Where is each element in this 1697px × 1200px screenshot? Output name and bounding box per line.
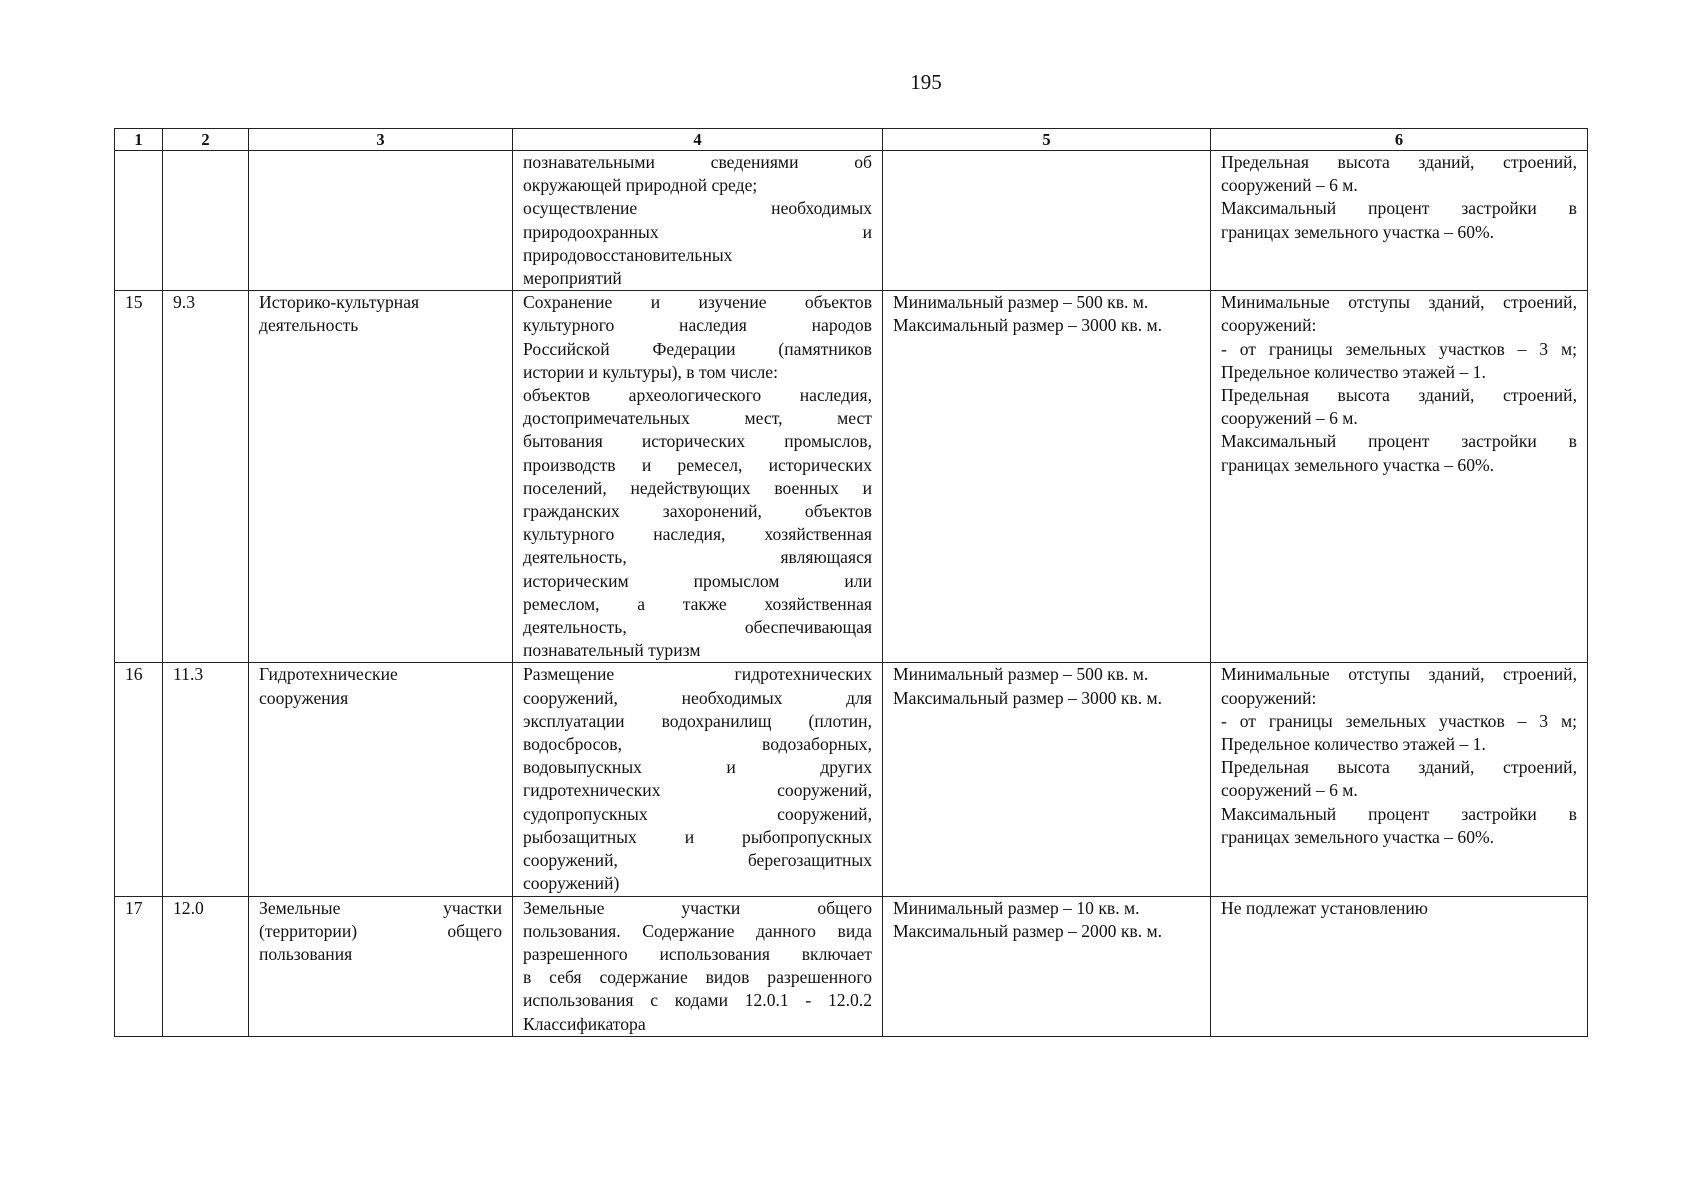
cell-description-line: в себя содержание видов разрешенного [523,967,872,988]
cell-description-line: Земельные участки общего [523,897,872,918]
cell-use-name-line: Историко-культурная [259,292,420,313]
cell-parameters-line: Минимальные отступы зданий, строений, [1221,292,1577,313]
cell-description-line: познавательными сведениями об [523,152,872,172]
table-row [115,896,1588,1036]
header-col-2: 2 [163,129,249,151]
cell-use-name-line: (территории) общего [259,920,502,941]
cell-code: 9.3 [163,291,249,663]
cell-description-line: использования с кодами 12.0.1 - 12.0.2 [523,990,872,1011]
cell-description-line: осуществление необходимых [523,198,872,219]
cell-code [163,151,249,291]
table-row [115,663,1588,896]
cell-number [115,151,163,291]
cell-description-line: гражданских захоронений, объектов [523,501,872,522]
cell-plot-size-line: Максимальный размер – 3000 кв. м. [893,315,1163,336]
cell-plot-size [883,896,1211,1036]
cell-description-line: объектов археологического наследия, [523,385,872,406]
cell-description [513,151,883,291]
cell-plot-size [883,663,1211,896]
cell-description-line: окружающей природной среде; [523,175,758,196]
cell-description-line: познавательный туризм [523,640,701,661]
cell-code: 11.3 [163,663,249,896]
table-body [115,151,1588,1037]
cell-description [513,291,883,663]
cell-use-name-line: Гидротехнические [259,664,398,685]
cell-description-line: культурного наследия, хозяйственная [523,524,872,545]
cell-description-line: природоохранных и [523,221,872,242]
header-col-5: 5 [883,129,1211,151]
cell-use-name [249,663,513,896]
cell-parameters-line: границах земельного участка – 60%. [1221,454,1495,475]
cell-description-line: историческим промыслом или [523,570,872,591]
cell-parameters-line: Максимальный процент застройки в [1221,803,1577,824]
cell-use-name-line: деятельность [259,315,359,336]
cell-parameters-line: Минимальные отступы зданий, строений, [1221,664,1577,685]
table-row [115,151,1588,291]
cell-description-line: сооружений, необходимых для [523,687,872,708]
cell-description-line: бытования исторических промыслов, [523,431,872,452]
cell-description-line: гидротехнических сооружений, [523,780,872,801]
cell-parameters [1211,663,1588,896]
cell-description [513,663,883,896]
header-col-6: 6 [1211,129,1588,151]
cell-number: 16 [115,663,163,896]
cell-parameters [1211,291,1588,663]
cell-plot-size-line: Минимальный размер – 10 кв. м. [893,897,1140,918]
cell-parameters-line: Максимальный процент застройки в [1221,431,1577,452]
cell-use-name-line: Земельные участки [259,897,502,918]
page-number: 195 [910,70,942,94]
cell-number: 17 [115,896,163,1036]
header-col-1: 1 [115,129,163,151]
cell-parameters-line: - от границы земельных участков – 3 м; [1221,710,1577,731]
cell-description-line: сооружений, берегозащитных [523,850,872,871]
cell-description-line: Классификатора [523,1013,646,1034]
cell-description-line: истории и культуры), в том числе: [523,361,779,382]
cell-description-line: деятельность, являющаяся [523,547,872,568]
cell-plot-size [883,291,1211,663]
cell-description-line: культурного наследия народов [523,315,872,336]
cell-description-line: деятельность, обеспечивающая [523,617,872,638]
cell-description-line: эксплуатации водохранилищ (плотин, [523,710,872,731]
cell-description-line: производств и ремесел, исторических [523,454,872,475]
cell-description-line: мероприятий [523,268,622,289]
cell-description-line: водовыпускных и других [523,757,872,778]
cell-parameters-line: сооружений: [1221,315,1317,336]
cell-description-line: Сохранение и изучение объектов [523,292,872,313]
cell-parameters-line: Максимальный процент застройки в [1221,198,1577,219]
cell-plot-size-line: Максимальный размер – 2000 кв. м. [893,920,1163,941]
cell-description-line: рыбозащитных и рыбопропускных [523,826,872,847]
cell-plot-size-line: Минимальный размер – 500 кв. м. [893,664,1149,685]
cell-plot-size-line: Максимальный размер – 3000 кв. м. [893,687,1163,708]
cell-parameters-line: Предельное количество этажей – 1. [1221,734,1486,755]
cell-description-line: ремеслом, а также хозяйственная [523,593,872,614]
cell-parameters [1211,896,1588,1036]
cell-use-name-line: пользования [259,943,353,964]
header-col-4: 4 [513,129,883,151]
header-col-3: 3 [249,129,513,151]
cell-parameters-line: сооружений: [1221,687,1317,708]
cell-description-line: Размещение гидротехнических [523,664,872,685]
cell-description [513,896,883,1036]
cell-description-line: природовосстановительных [523,244,733,265]
cell-parameters-line: Предельное количество этажей – 1. [1221,361,1486,382]
cell-plot-size [883,151,1211,291]
cell-description-line: судопропускных сооружений, [523,803,872,824]
cell-description-line: Российской Федерации (памятников [523,338,872,359]
cell-description-line: поселений, недействующих военных и [523,477,872,498]
cell-parameters-line: Предельная высота зданий, строений, [1221,757,1577,778]
cell-parameters [1211,151,1588,291]
cell-use-name [249,151,513,291]
cell-parameters-line: границах земельного участка – 60%. [1221,221,1495,242]
cell-description-line: водосбросов, водозаборных, [523,734,872,755]
cell-code: 12.0 [163,896,249,1036]
cell-use-name [249,291,513,663]
cell-use-name-line: сооружения [259,687,349,708]
cell-parameters-line: сооружений – 6 м. [1221,780,1358,801]
cell-description-line: пользования. Содержание данного вида [523,920,872,941]
cell-use-name [249,896,513,1036]
cell-description-line: достопримечательных мест, мест [523,408,872,429]
cell-parameters-line: границах земельного участка – 60%. [1221,826,1495,847]
table-header-row [115,129,1588,151]
cell-description-line: разрешенного использования включает [523,943,872,964]
cell-plot-size-line: Минимальный размер – 500 кв. м. [893,292,1149,313]
regulations-table [114,128,1588,1037]
table-row [115,291,1588,663]
cell-parameters-line: Предельная высота зданий, строений, [1221,152,1577,172]
cell-parameters-line: сооружений – 6 м. [1221,175,1358,196]
cell-parameters-line: сооружений – 6 м. [1221,408,1358,429]
cell-parameters-line: - от границы земельных участков – 3 м; [1221,338,1577,359]
cell-number: 15 [115,291,163,663]
cell-parameters-line: Предельная высота зданий, строений, [1221,385,1577,406]
cell-description-line: сооружений) [523,873,620,894]
cell-parameters-line: Не подлежат установлению [1221,897,1428,918]
